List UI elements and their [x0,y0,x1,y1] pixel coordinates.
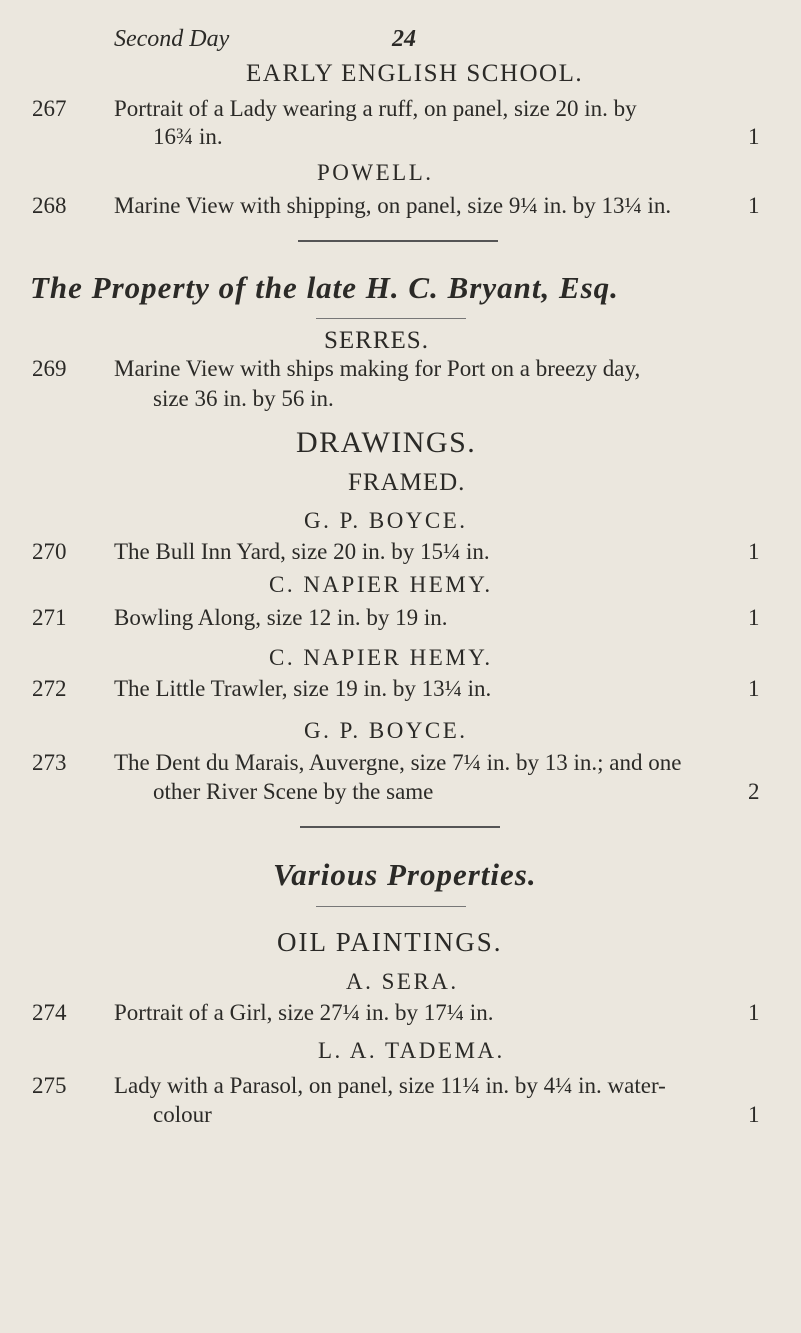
section-oil-paintings: OIL PAINTINGS. [277,927,503,957]
divider [316,318,466,319]
lot-number: 267 [32,96,67,121]
lot-number: 273 [32,750,67,775]
lot-description-cont: colour [153,1102,212,1127]
section-early-english: EARLY ENGLISH SCHOOL. [246,60,584,87]
lot-number: 272 [32,676,67,701]
divider [298,240,498,242]
divider [300,826,500,828]
lot-number: 275 [32,1073,67,1098]
lot-description: Portrait of a Lady wearing a ruff, on panel, size 20 in. by [114,96,637,121]
lot-number: 268 [32,193,67,218]
lot-description-cont: size 36 in. by 56 in. [153,386,334,411]
lot-description: Bowling Along, size 12 in. by 19 in. [114,605,448,630]
lot-description: Marine View with shipping, on panel, size 9¼ in. by 13¼ in. [114,193,672,218]
lot-number: 269 [32,356,67,381]
page-number: 24 [392,26,416,52]
artist-name: POWELL. [317,160,434,185]
artist-name: SERRES. [324,327,429,354]
artist-name: C. NAPIER HEMY. [269,645,493,670]
artist-name: C. NAPIER HEMY. [269,572,493,597]
lot-quantity: 1 [748,539,760,564]
lot-description: Portrait of a Girl, size 27¼ in. by 17¼ in. [114,1000,494,1025]
divider [316,906,466,907]
lot-quantity: 1 [748,124,760,149]
property-heading: The Property of the late H. C. Bryant, Esq. [30,270,619,305]
lot-description: The Dent du Marais, Auvergne, size 7¼ in. by 13 in.; and one [114,750,682,775]
lot-description: Lady with a Parasol, on panel, size 11¼ in. by 4¼ in. water- [114,1073,666,1098]
artist-name: G. P. BOYCE. [304,718,468,743]
lot-description-cont: other River Scene by the same [153,779,434,804]
lot-quantity: 1 [748,676,760,701]
artist-name: L. A. TADEMA. [318,1038,505,1063]
artist-name: A. SERA. [346,969,459,994]
lot-number: 274 [32,1000,67,1025]
lot-quantity: 1 [748,193,760,218]
lot-number: 271 [32,605,67,630]
lot-quantity: 1 [748,605,760,630]
artist-name: G. P. BOYCE. [304,508,468,533]
lot-description: Marine View with ships making for Port on a breezy day, [114,356,641,381]
lot-quantity: 2 [748,779,760,804]
property-heading: Various Properties. [273,857,537,892]
lot-number: 270 [32,539,67,564]
lot-description-cont: 16¾ in. [153,124,223,149]
lot-quantity: 1 [748,1000,760,1025]
section-framed: FRAMED. [348,469,466,496]
lot-description: The Bull Inn Yard, size 20 in. by 15¼ in. [114,539,490,564]
lot-description: The Little Trawler, size 19 in. by 13¼ in. [114,676,492,701]
lot-quantity: 1 [748,1102,760,1127]
day-heading: Second Day [114,26,230,52]
section-drawings: DRAWINGS. [296,426,477,459]
